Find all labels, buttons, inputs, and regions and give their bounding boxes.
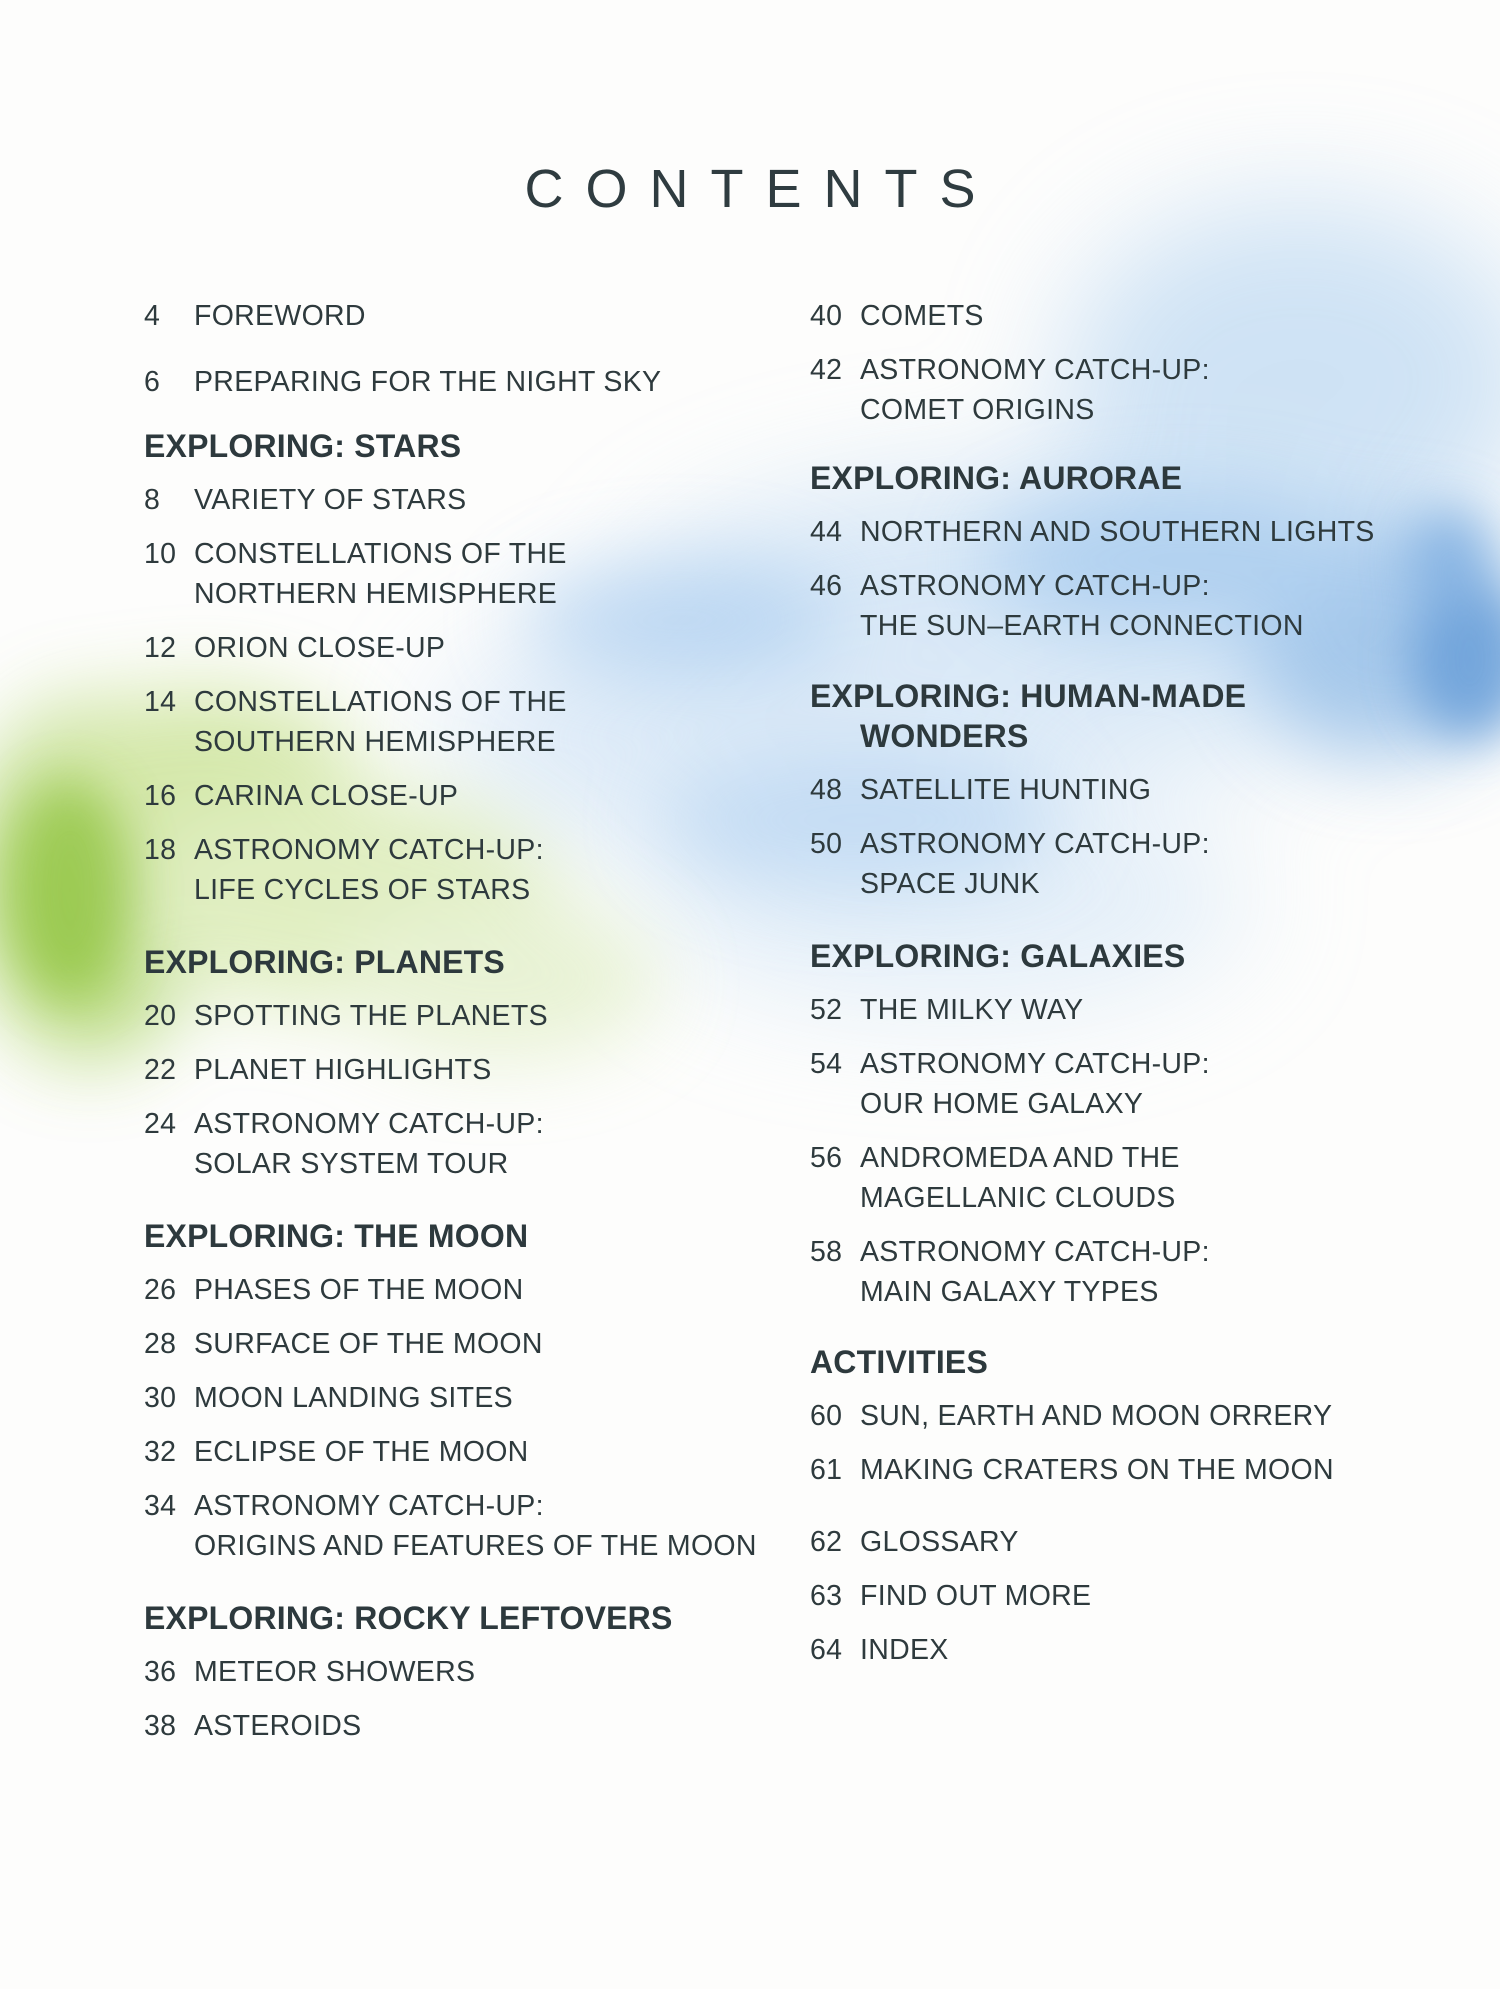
- entry-title: SPOTTING THE PLANETS: [194, 1000, 548, 1032]
- contents-entry[interactable]: [810, 512, 1470, 552]
- contents-section: [144, 296, 784, 336]
- contents-left-column: [144, 296, 784, 1760]
- section-heading: EXPLORING: HUMAN-MADE WONDERS: [810, 678, 1247, 754]
- entry-title: ASTRONOMY CATCH-UP: SOLAR SYSTEM TOUR: [194, 1108, 544, 1180]
- page-number: 42: [810, 354, 843, 386]
- contents-entry[interactable]: [144, 996, 784, 1036]
- page-number: 20: [144, 1000, 177, 1032]
- page-number: 26: [144, 1274, 177, 1306]
- page-number: 52: [810, 994, 843, 1026]
- page-number: 18: [144, 834, 177, 866]
- page-number: 44: [810, 516, 843, 548]
- contents-entry[interactable]: [810, 1138, 1470, 1218]
- entry-title: FIND OUT MORE: [860, 1580, 1092, 1612]
- contents-entry[interactable]: [144, 362, 784, 402]
- page-number: 61: [810, 1454, 843, 1486]
- contents-section: [810, 458, 1470, 646]
- entry-title: ASTRONOMY CATCH-UP: MAIN GALAXY TYPES: [860, 1236, 1210, 1308]
- section-heading: EXPLORING: PLANETS: [144, 944, 505, 980]
- entry-title: FOREWORD: [194, 300, 366, 332]
- contents-entry[interactable]: [144, 1324, 784, 1364]
- contents-entry[interactable]: [144, 1104, 784, 1184]
- contents-entry[interactable]: [810, 1044, 1470, 1124]
- entry-title: ASTRONOMY CATCH-UP: ORIGINS AND FEATURES OF THE MOON: [194, 1490, 757, 1562]
- page-number: 12: [144, 632, 177, 664]
- page-number: 46: [810, 570, 843, 602]
- contents-entry[interactable]: [810, 1450, 1470, 1490]
- page-number: 48: [810, 774, 843, 806]
- entry-title: ASTRONOMY CATCH-UP: COMET ORIGINS: [860, 354, 1210, 426]
- page-number: 58: [810, 1236, 843, 1268]
- contents-entry[interactable]: [810, 350, 1470, 430]
- contents-section: [810, 676, 1470, 904]
- entry-title: PHASES OF THE MOON: [194, 1274, 524, 1306]
- entry-title: PREPARING FOR THE NIGHT SKY: [194, 366, 662, 398]
- page-number: 10: [144, 538, 177, 570]
- contents-section: [810, 1522, 1470, 1670]
- page-number: 60: [810, 1400, 843, 1432]
- contents-section: [810, 296, 1470, 430]
- contents-section: [144, 942, 784, 1184]
- page-number: 38: [144, 1710, 177, 1742]
- page-number: 63: [810, 1580, 843, 1612]
- page-number: 30: [144, 1382, 177, 1414]
- section-heading: EXPLORING: STARS: [144, 428, 462, 464]
- contents-entry[interactable]: [810, 1396, 1470, 1436]
- entry-title: GLOSSARY: [860, 1526, 1019, 1558]
- contents-section: [144, 362, 784, 402]
- entry-title: MOON LANDING SITES: [194, 1382, 513, 1414]
- contents-entry[interactable]: [144, 1486, 784, 1566]
- entry-title: METEOR SHOWERS: [194, 1656, 476, 1688]
- contents-entry[interactable]: [144, 480, 784, 520]
- contents-entry[interactable]: [144, 1050, 784, 1090]
- entry-title: CONSTELLATIONS OF THE SOUTHERN HEMISPHERE: [194, 686, 567, 758]
- entry-title: ASTRONOMY CATCH-UP: THE SUN–EARTH CONNECTION: [860, 570, 1304, 642]
- entry-title: THE MILKY WAY: [860, 994, 1084, 1026]
- entry-title: CONSTELLATIONS OF THE NORTHERN HEMISPHERE: [194, 538, 567, 610]
- contents-entry[interactable]: [144, 1652, 784, 1692]
- entry-title: SUN, EARTH AND MOON ORRERY: [860, 1400, 1333, 1432]
- entry-title: PLANET HIGHLIGHTS: [194, 1054, 492, 1086]
- page-number: 6: [144, 366, 161, 398]
- section-heading: EXPLORING: THE MOON: [144, 1218, 529, 1254]
- contents-entry[interactable]: [810, 770, 1470, 810]
- contents-entry[interactable]: [144, 296, 784, 336]
- page-number: 4: [144, 300, 161, 332]
- entry-title: SURFACE OF THE MOON: [194, 1328, 543, 1360]
- page-number: 40: [810, 300, 843, 332]
- contents-entry[interactable]: [810, 566, 1470, 646]
- contents-section: [810, 1342, 1470, 1490]
- page-number: 24: [144, 1108, 177, 1140]
- page-number: 64: [810, 1634, 843, 1666]
- page-number: 62: [810, 1526, 843, 1558]
- section-heading: EXPLORING: ROCKY LEFTOVERS: [144, 1600, 673, 1636]
- page-number: 16: [144, 780, 177, 812]
- entry-title: CARINA CLOSE-UP: [194, 780, 459, 812]
- contents-entry[interactable]: [144, 1432, 784, 1472]
- contents-entry[interactable]: [810, 296, 1470, 336]
- contents-entry[interactable]: [810, 1232, 1470, 1312]
- section-heading: ACTIVITIES: [810, 1344, 989, 1380]
- entry-title: ASTRONOMY CATCH-UP: LIFE CYCLES OF STARS: [194, 834, 544, 906]
- contents-entry[interactable]: [144, 1270, 784, 1310]
- contents-entry[interactable]: [144, 534, 784, 614]
- page-number: 22: [144, 1054, 177, 1086]
- contents-section: [810, 936, 1470, 1312]
- page-number: 14: [144, 686, 177, 718]
- entry-title: COMETS: [860, 300, 984, 332]
- contents-section: [144, 1598, 784, 1746]
- page-number: 34: [144, 1490, 177, 1522]
- page-number: 36: [144, 1656, 177, 1688]
- page-number: 54: [810, 1048, 843, 1080]
- entry-title: ASTEROIDS: [194, 1710, 362, 1742]
- contents-entry[interactable]: [144, 1706, 784, 1746]
- contents-entry[interactable]: [144, 1378, 784, 1418]
- page-number: 50: [810, 828, 843, 860]
- page-title: CONTENTS: [524, 159, 998, 219]
- page-number: 28: [144, 1328, 177, 1360]
- page-number: 8: [144, 484, 161, 516]
- section-heading: EXPLORING: GALAXIES: [810, 938, 1186, 974]
- entry-title: SATELLITE HUNTING: [860, 774, 1152, 806]
- section-heading: EXPLORING: AURORAE: [810, 460, 1183, 496]
- entry-title: INDEX: [860, 1634, 949, 1666]
- page-number: 32: [144, 1436, 177, 1468]
- contents-right-column: [810, 296, 1470, 1684]
- contents-entry[interactable]: [810, 1630, 1470, 1670]
- entry-title: ASTRONOMY CATCH-UP: SPACE JUNK: [860, 828, 1210, 900]
- entry-title: ORION CLOSE-UP: [194, 632, 446, 664]
- entry-title: ECLIPSE OF THE MOON: [194, 1436, 529, 1468]
- contents-entry[interactable]: [810, 990, 1470, 1030]
- contents-entry[interactable]: [144, 830, 784, 910]
- entry-title: NORTHERN AND SOUTHERN LIGHTS: [860, 516, 1375, 548]
- contents-entry[interactable]: [144, 682, 784, 762]
- entry-title: ANDROMEDA AND THE MAGELLANIC CLOUDS: [860, 1142, 1180, 1214]
- entry-title: MAKING CRATERS ON THE MOON: [860, 1454, 1334, 1486]
- contents-section: [144, 1216, 784, 1566]
- contents-entry[interactable]: [144, 776, 784, 816]
- entry-title: VARIETY OF STARS: [194, 484, 467, 516]
- entry-title: ASTRONOMY CATCH-UP: OUR HOME GALAXY: [860, 1048, 1210, 1120]
- page-number: 56: [810, 1142, 843, 1174]
- contents-entry[interactable]: [144, 628, 784, 668]
- contents-section: [144, 426, 784, 910]
- contents-entry[interactable]: [810, 1522, 1470, 1562]
- contents-entry[interactable]: [810, 1576, 1470, 1616]
- contents-entry[interactable]: [810, 824, 1470, 904]
